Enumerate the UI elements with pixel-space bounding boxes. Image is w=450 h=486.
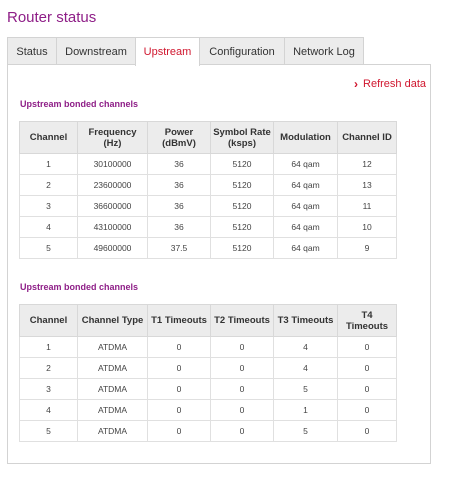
table-header-row bbox=[20, 305, 397, 337]
table-cell: 37.5 bbox=[148, 238, 211, 259]
table-cell: 5120 bbox=[211, 175, 274, 196]
column-header: T2 Timeouts bbox=[211, 305, 274, 337]
table-row bbox=[20, 196, 397, 217]
section-title-upstream-timeouts: Upstream bonded channels bbox=[20, 282, 139, 292]
table-cell: 1 bbox=[20, 337, 78, 358]
table-row bbox=[20, 337, 397, 358]
refresh-data-label: Refresh data bbox=[363, 78, 426, 90]
table-row bbox=[20, 421, 397, 442]
column-header: Symbol Rate (ksps) bbox=[211, 122, 274, 154]
table-cell: 12 bbox=[338, 154, 397, 175]
table-cell: 1 bbox=[20, 154, 78, 175]
table-cell: 0 bbox=[211, 400, 274, 421]
table-cell: 10 bbox=[338, 217, 397, 238]
table-cell: 49600000 bbox=[78, 238, 148, 259]
table-cell: ATDMA bbox=[78, 400, 148, 421]
table-cell: 5 bbox=[20, 421, 78, 442]
table-cell: 0 bbox=[338, 400, 397, 421]
table-cell: 36 bbox=[148, 154, 211, 175]
table-cell: 43100000 bbox=[78, 217, 148, 238]
table-cell: ATDMA bbox=[78, 379, 148, 400]
column-header: Channel bbox=[20, 122, 78, 154]
table-cell: 0 bbox=[211, 379, 274, 400]
upstream-timeouts-table bbox=[19, 304, 397, 442]
column-header: Channel ID bbox=[338, 122, 397, 154]
table-cell: 30100000 bbox=[78, 154, 148, 175]
table-cell: 64 qam bbox=[274, 175, 338, 196]
table-cell: 0 bbox=[148, 358, 211, 379]
table-cell: 5 bbox=[274, 421, 338, 442]
table-row bbox=[20, 217, 397, 238]
table-cell: 64 qam bbox=[274, 154, 338, 175]
refresh-data-link[interactable] bbox=[354, 77, 426, 91]
table-cell: 0 bbox=[211, 421, 274, 442]
tab-configuration[interactable]: Configuration bbox=[199, 37, 285, 65]
table-cell: 0 bbox=[148, 379, 211, 400]
table-cell: 5 bbox=[274, 379, 338, 400]
column-header: T1 Timeouts bbox=[148, 305, 211, 337]
column-header: Channel bbox=[20, 305, 78, 337]
table-cell: 11 bbox=[338, 196, 397, 217]
chevron-right-icon: › bbox=[354, 77, 359, 91]
table-header-row bbox=[20, 122, 397, 154]
table-cell: 5120 bbox=[211, 217, 274, 238]
table-cell: 0 bbox=[338, 379, 397, 400]
column-header: Power (dBmV) bbox=[148, 122, 211, 154]
page-title: Router status bbox=[7, 9, 97, 26]
table-row bbox=[20, 358, 397, 379]
table-cell: 0 bbox=[211, 337, 274, 358]
tab-bar bbox=[7, 37, 363, 65]
table-cell: 2 bbox=[20, 358, 78, 379]
table-cell: 0 bbox=[338, 421, 397, 442]
column-header: Modulation bbox=[274, 122, 338, 154]
table-cell: 5120 bbox=[211, 154, 274, 175]
table-cell: 0 bbox=[338, 337, 397, 358]
tab-upstream[interactable]: Upstream bbox=[135, 37, 200, 66]
table-cell: ATDMA bbox=[78, 358, 148, 379]
table-cell: 0 bbox=[148, 400, 211, 421]
table-cell: 36600000 bbox=[78, 196, 148, 217]
table-cell: 4 bbox=[20, 217, 78, 238]
table-row bbox=[20, 400, 397, 421]
table-cell: 13 bbox=[338, 175, 397, 196]
table-cell: 3 bbox=[20, 379, 78, 400]
table-cell: 64 qam bbox=[274, 238, 338, 259]
table-row bbox=[20, 379, 397, 400]
table-cell: 36 bbox=[148, 217, 211, 238]
table-row bbox=[20, 238, 397, 259]
table-cell: 2 bbox=[20, 175, 78, 196]
table-cell: 4 bbox=[274, 337, 338, 358]
tab-network-log[interactable]: Network Log bbox=[284, 37, 364, 65]
column-header: T4 Timeouts bbox=[338, 305, 397, 337]
table-cell: 4 bbox=[274, 358, 338, 379]
table-cell: 64 qam bbox=[274, 217, 338, 238]
table-cell: 0 bbox=[148, 421, 211, 442]
table-cell: 23600000 bbox=[78, 175, 148, 196]
table-cell: 0 bbox=[148, 337, 211, 358]
table-cell: 5 bbox=[20, 238, 78, 259]
table-cell: 9 bbox=[338, 238, 397, 259]
tab-status[interactable]: Status bbox=[7, 37, 57, 65]
table-cell: ATDMA bbox=[78, 337, 148, 358]
table-row bbox=[20, 175, 397, 196]
table-cell: 0 bbox=[338, 358, 397, 379]
column-header: T3 Timeouts bbox=[274, 305, 338, 337]
table-cell: 3 bbox=[20, 196, 78, 217]
table-cell: 64 qam bbox=[274, 196, 338, 217]
table-cell: 5120 bbox=[211, 196, 274, 217]
table-cell: 5120 bbox=[211, 238, 274, 259]
table-cell: 0 bbox=[211, 358, 274, 379]
table-cell: 1 bbox=[274, 400, 338, 421]
section-title-upstream-channels: Upstream bonded channels bbox=[20, 99, 139, 109]
tab-downstream[interactable]: Downstream bbox=[56, 37, 136, 65]
table-cell: ATDMA bbox=[78, 421, 148, 442]
table-cell: 36 bbox=[148, 196, 211, 217]
table-cell: 36 bbox=[148, 175, 211, 196]
column-header: Channel Type bbox=[78, 305, 148, 337]
column-header: Frequency (Hz) bbox=[78, 122, 148, 154]
table-cell: 4 bbox=[20, 400, 78, 421]
table-row bbox=[20, 154, 397, 175]
upstream-channels-table bbox=[19, 121, 397, 259]
